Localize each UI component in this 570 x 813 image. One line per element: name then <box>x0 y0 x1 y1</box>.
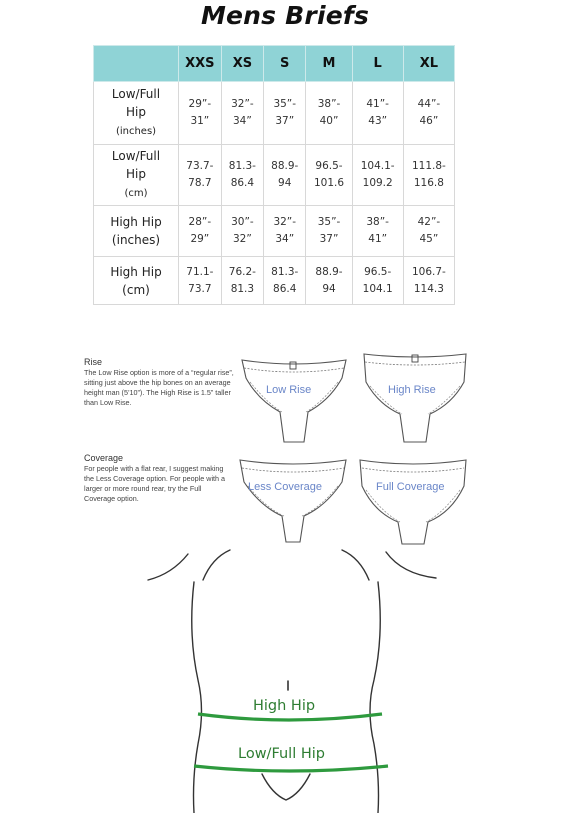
table-cell: 104.1- 109.2 <box>352 145 403 206</box>
table-cell: 38”- 41” <box>352 206 403 257</box>
table-cell: 88.9- 94 <box>306 257 352 305</box>
table-cell: 41”- 43” <box>352 82 403 145</box>
low-full-hip-label: Low/Full Hip <box>238 746 325 762</box>
table-cell: 32”- 34” <box>221 82 263 145</box>
high-hip-label: High Hip <box>253 698 316 714</box>
table-cell: 73.7- 78.7 <box>179 145 222 206</box>
row-label: Low/Full Hip <box>111 87 161 119</box>
row-unit: (inches) <box>115 126 157 137</box>
torso-diagram <box>0 548 570 813</box>
rise-text: The Low Rise option is more of a “regular rise”, sitting just above the hip bones on an average height man (5’10”). The High Rise is 1.5” taller than Low Rise. <box>84 368 234 407</box>
table-cell: 88.9- 94 <box>264 145 306 206</box>
high-rise-brief-illustration <box>360 348 470 448</box>
table-row <box>94 206 455 257</box>
low-rise-brief-illustration <box>238 352 350 448</box>
table-cell: 44”- 46” <box>403 82 454 145</box>
table-cell: 32”- 34” <box>264 206 306 257</box>
table-cell: 81.3- 86.4 <box>264 257 306 305</box>
full-coverage-label: Full Coverage <box>376 481 445 493</box>
table-cell: 71.1- 73.7 <box>179 257 222 305</box>
size-header: L <box>352 46 403 82</box>
row-header: High Hip (cm) <box>94 257 179 305</box>
row-unit: (cm) <box>124 188 148 199</box>
table-cell: 42”- 45” <box>403 206 454 257</box>
table-cell: 81.3- 86.4 <box>221 145 263 206</box>
table-cell: 38”- 40” <box>306 82 352 145</box>
low-hip-line <box>194 766 388 771</box>
table-row <box>94 82 455 145</box>
size-header: XS <box>221 46 263 82</box>
corner-cell <box>94 46 179 82</box>
size-header-row <box>94 46 455 82</box>
size-chart-table <box>93 45 455 305</box>
table-row <box>94 257 455 305</box>
table-cell: 111.8- 116.8 <box>403 145 454 206</box>
table-cell: 35”- 37” <box>306 206 352 257</box>
table-cell: 96.5- 101.6 <box>306 145 352 206</box>
coverage-heading: Coverage <box>84 453 124 463</box>
row-header <box>94 145 179 206</box>
size-header: M <box>306 46 352 82</box>
table-cell: 28”- 29” <box>179 206 222 257</box>
row-header: High Hip (inches) <box>94 206 179 257</box>
coverage-text: For people with a flat rear, I suggest making the Less Coverage option. For people with a larger or more round rear, try the Full Coverage option. <box>84 464 226 503</box>
coverage-notes <box>84 452 234 504</box>
table-cell: 106.7- 114.3 <box>403 257 454 305</box>
less-coverage-label: Less Coverage <box>248 481 322 493</box>
low-rise-label: Low Rise <box>266 384 312 396</box>
rise-heading: Rise <box>84 357 103 367</box>
high-rise-label: High Rise <box>388 384 436 396</box>
row-label: Low/Full Hip <box>111 149 161 181</box>
size-header: XXS <box>179 46 222 82</box>
table-cell: 30”- 32” <box>221 206 263 257</box>
size-header: XL <box>403 46 454 82</box>
full-coverage-brief-illustration <box>356 452 470 548</box>
table-cell: 35”- 37” <box>264 82 306 145</box>
rise-notes <box>84 356 234 408</box>
table-cell: 76.2- 81.3 <box>221 257 263 305</box>
page-title: Mens Briefs <box>200 1 370 30</box>
row-header <box>94 82 179 145</box>
table-cell: 29”- 31” <box>179 82 222 145</box>
table-cell: 96.5- 104.1 <box>352 257 403 305</box>
size-header: S <box>264 46 306 82</box>
table-row <box>94 145 455 206</box>
high-hip-line <box>198 714 382 720</box>
less-coverage-brief-illustration <box>236 452 350 548</box>
